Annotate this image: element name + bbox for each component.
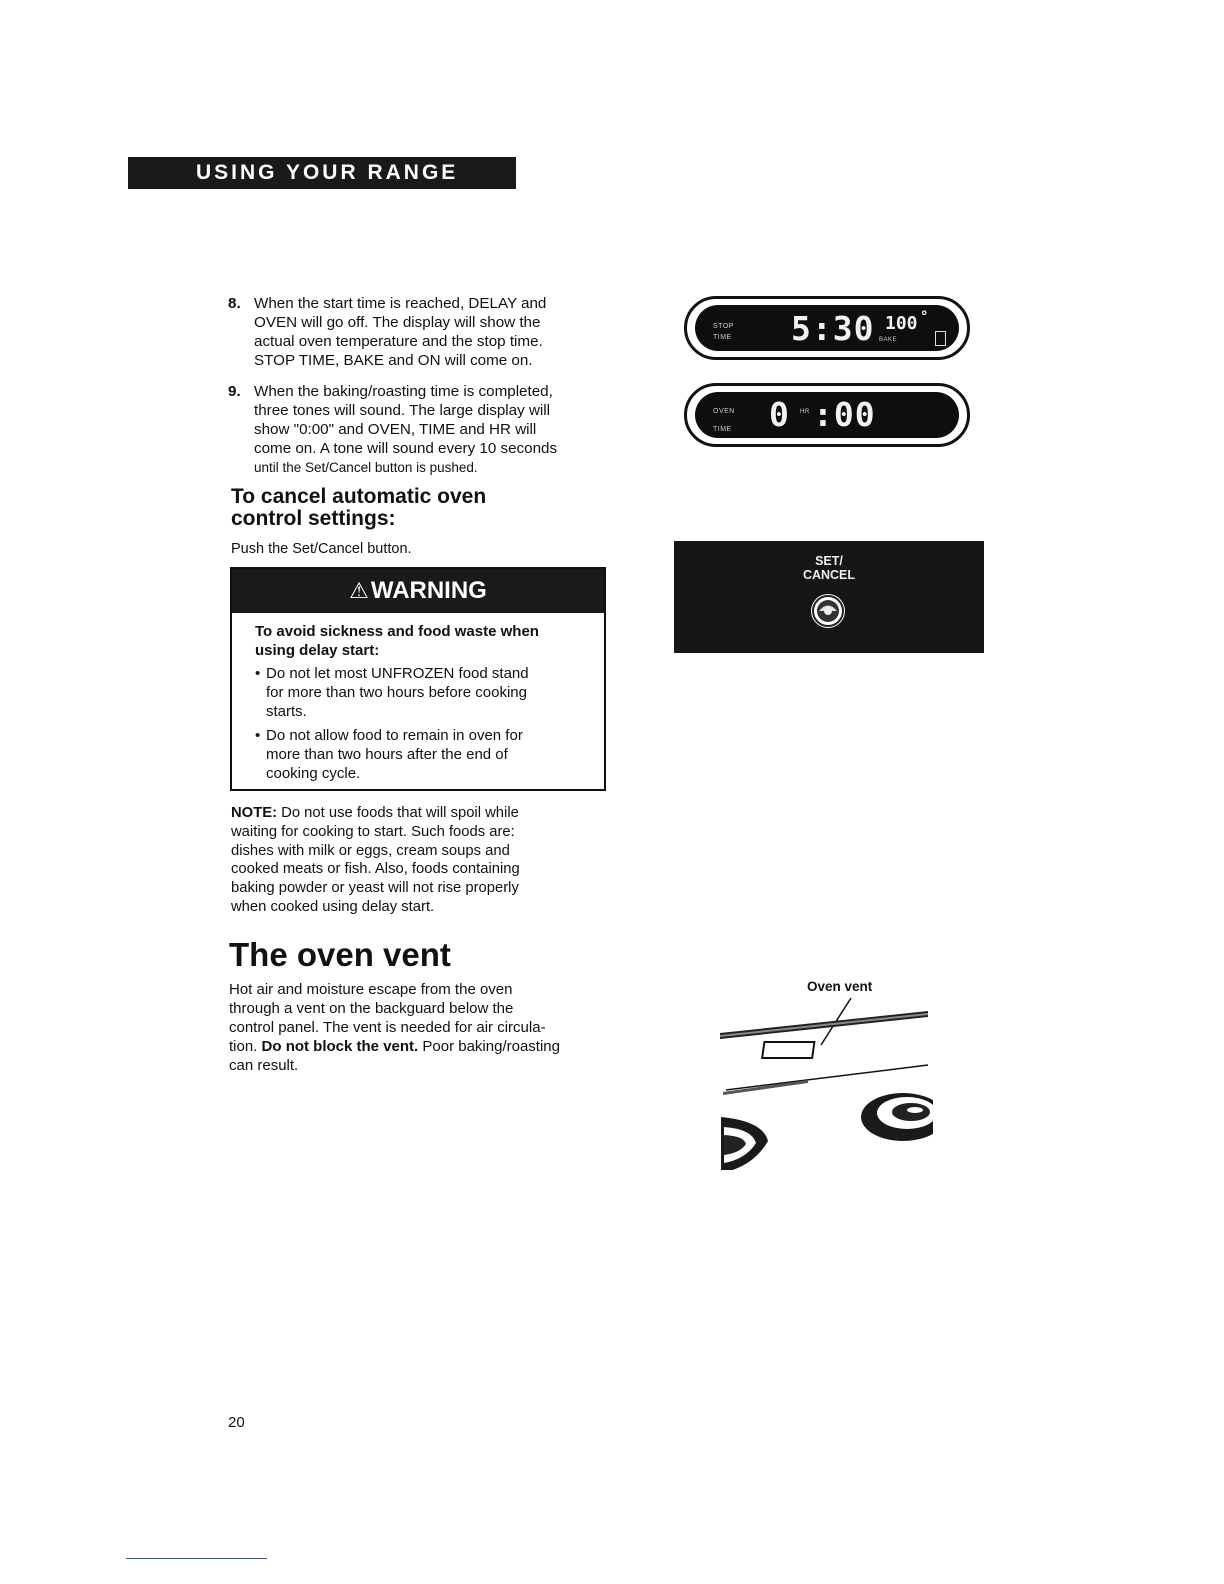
warning-bullet (255, 664, 585, 721)
warning-box (230, 567, 606, 791)
step-line: STOP TIME, BAKE and ON will come on. (254, 352, 533, 369)
oven-display-stop-time (684, 296, 970, 360)
note-line: Do not use foods that will spoil while (277, 805, 519, 821)
degree-symbol: ° (920, 309, 929, 325)
display-minutes: :00 (813, 395, 876, 434)
display-label: OVEN (713, 408, 735, 415)
display-time: 5:30 (791, 309, 875, 348)
step-line: until the Set/Cancel button is pushed. (254, 460, 478, 475)
step-line: When the start time is reached, DELAY and (254, 295, 547, 312)
warning-triangle-icon: ⚠ (349, 578, 369, 603)
set-cancel-button[interactable] (811, 594, 845, 628)
note-line: waiting for cooking to start. Such foods are: (231, 823, 515, 840)
note-label: NOTE: (231, 805, 278, 821)
note-paragraph (231, 804, 591, 917)
note-line: cooked meats or fish. Also, foods containing (231, 861, 520, 878)
oven-display-oven-time (684, 383, 970, 447)
display-mode: BAKE (879, 337, 898, 343)
step-line: When the baking/roasting time is completed, (254, 383, 553, 400)
set-cancel-panel (674, 541, 984, 653)
warning-lead-line: using delay start: (255, 642, 380, 659)
note-line: when cooked using delay start. (231, 898, 435, 915)
vent-line: can result. (229, 1057, 299, 1074)
section-title: The oven vent (229, 936, 451, 973)
warning-lead (255, 622, 595, 660)
hr-label: HR (800, 409, 810, 415)
cancel-heading (231, 486, 611, 530)
oven-vent-label: Oven vent (807, 979, 873, 994)
warning-title: WARNING (370, 577, 487, 604)
step-line: come on. A tone will sound every 10 seconds (254, 440, 558, 457)
page-number: 20 (228, 1414, 245, 1431)
footer-divider (126, 1558, 267, 1559)
section-header: USING YOUR RANGE (128, 157, 516, 189)
display-hours: 0 (769, 395, 789, 434)
step-line: OVEN will go off. The display will show the (254, 314, 541, 331)
vent-line: Hot air and moisture escape from the oven (229, 981, 513, 998)
set-cancel-label-line: CANCEL (802, 568, 856, 582)
step-line: actual oven temperature and the stop time. (254, 333, 543, 350)
bullet-line: more than two hours after the end of (266, 746, 508, 763)
bullet-line: Do not allow food to remain in oven for (266, 727, 523, 744)
bullet-line: cooking cycle. (266, 765, 361, 782)
display-screen (695, 305, 959, 351)
set-cancel-label (674, 554, 984, 582)
step-number: 8. (228, 295, 241, 312)
knob-icon (811, 594, 845, 628)
vent-line: through a vent on the backguard below the (229, 1000, 514, 1017)
step-line: show "0:00" and OVEN, TIME and HR will (254, 421, 537, 438)
set-cancel-label-line: SET/ (815, 554, 843, 568)
display-label: TIME (713, 426, 732, 433)
warning-bullet (255, 726, 585, 783)
vent-paragraph (229, 980, 619, 1075)
display-screen (695, 392, 959, 438)
cancel-instruction: Push the Set/Cancel button. (231, 541, 412, 557)
display-temperature: 100 (885, 313, 918, 334)
bullet-icon: • (255, 727, 261, 744)
vent-line: Poor baking/roasting (418, 1038, 560, 1055)
warning-header (232, 569, 604, 613)
step-number: 9. (228, 383, 241, 400)
bullet-line: for more than two hours before cooking (266, 684, 527, 701)
vent-warning-bold: Do not block the vent. (261, 1038, 419, 1055)
lock-icon (935, 331, 946, 346)
vent-line: control panel. The vent is needed for air circula- (229, 1019, 546, 1036)
bullet-line: Do not let most UNFROZEN food stand (266, 665, 529, 682)
display-label: STOP (713, 323, 734, 330)
vent-line: tion. (229, 1038, 262, 1055)
step-9 (228, 382, 608, 477)
bullet-icon: • (255, 665, 261, 682)
bullet-line: starts. (266, 703, 307, 720)
step-line: three tones will sound. The large display will (254, 402, 551, 419)
cancel-heading-line: To cancel automatic oven (231, 485, 487, 508)
display-label: TIME (713, 334, 732, 341)
warning-lead-line: To avoid sickness and food waste when (255, 623, 539, 640)
note-line: dishes with milk or eggs, cream soups and (231, 842, 510, 859)
cancel-heading-line: control settings: (231, 507, 396, 530)
step-8 (228, 294, 608, 370)
note-line: baking powder or yeast will not rise properly (231, 880, 519, 897)
oven-vent-illustration (718, 995, 933, 1170)
